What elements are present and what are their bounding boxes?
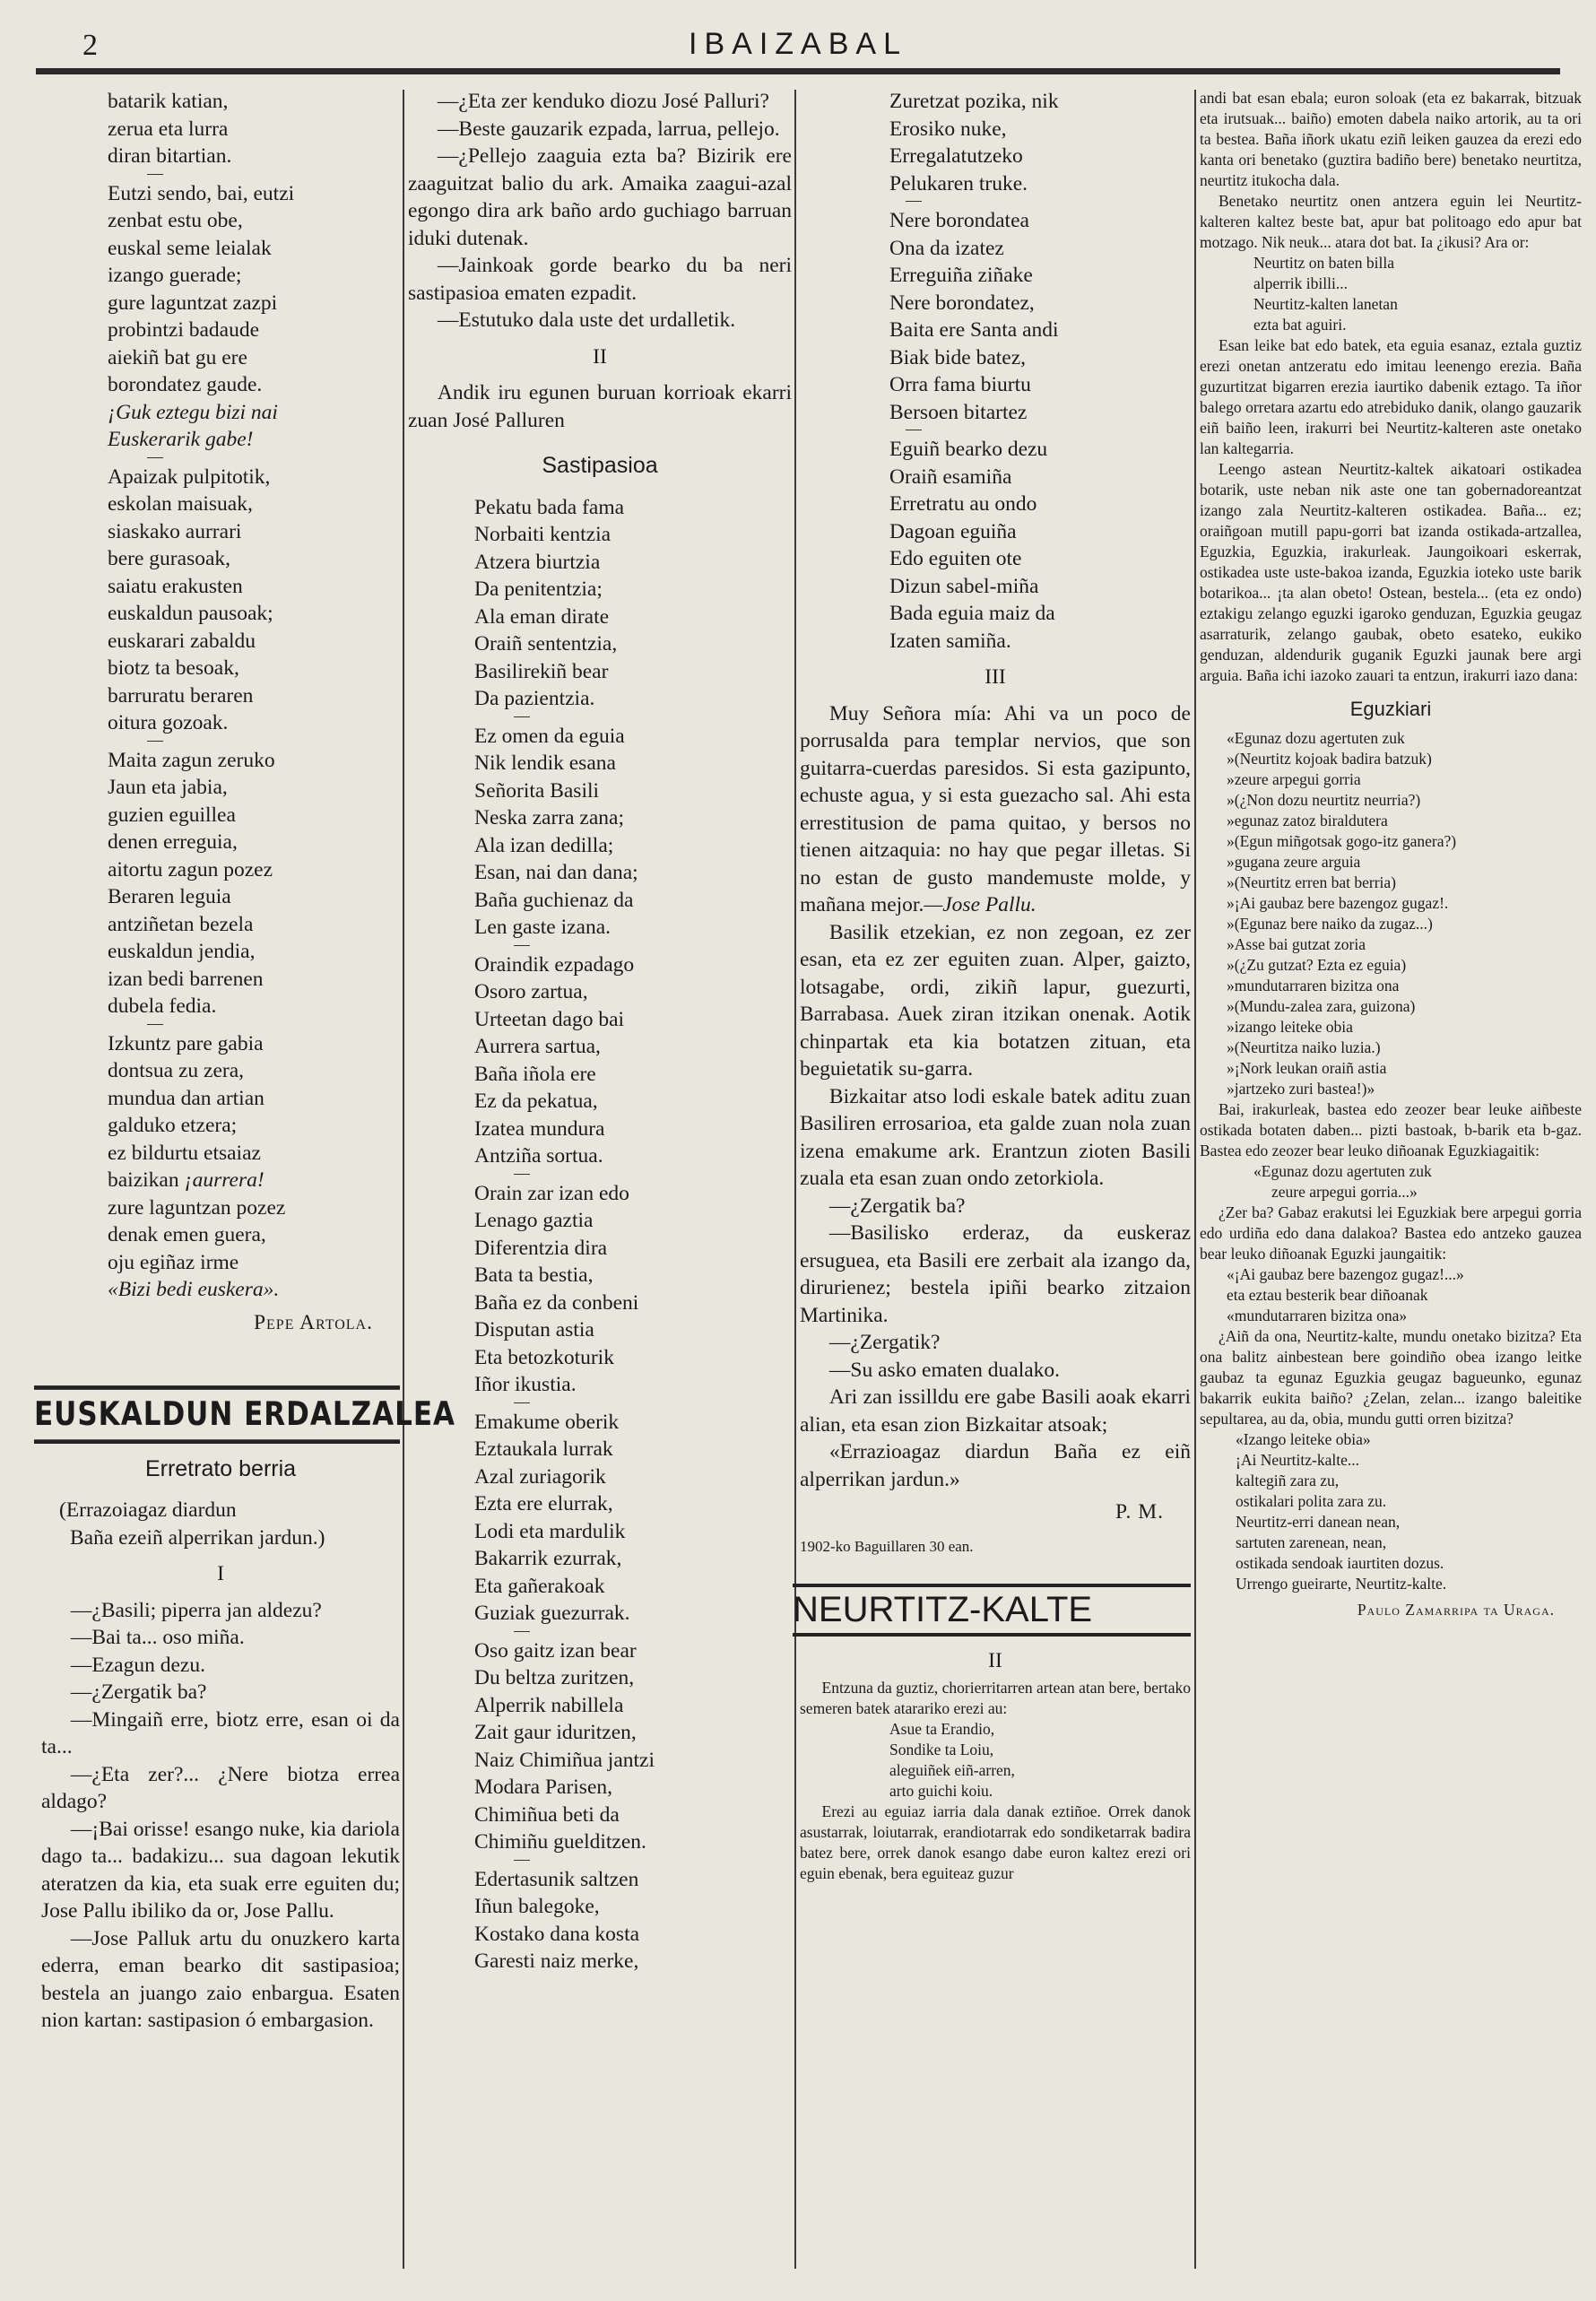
verse-line: zenbat estu obe, — [108, 209, 243, 232]
paragraph: ¿Aiñ da ona, Neurtitz-kalte, mundu onetako bizitza? Eta ona balitz ainbestean bere goindiño obea izango leitke gaubaz ta egunaz Eguzkia geugaz bagueunko, egunaz bakarrik eukita baiño? ¿Zelan, zelan... izango baleitike sepultarea, au da, obia, mundu gutti orren bizitza? — [1200, 1327, 1582, 1428]
verse-line: Edertasunik saltzen — [474, 1867, 639, 1891]
paragraph: —¿Pellejo zaaguia ezta ba? Bizirik ere zaaguitzat balio du ark. Amaika zaagui-azal egongo dira ark baño ardo guchiago barruan iduki dutenak. — [408, 144, 792, 250]
column-2 — [408, 88, 792, 2276]
poem-stanza — [889, 88, 1191, 197]
poem-title: Sastipasioa — [542, 453, 658, 478]
verse-line: Eutzi sendo, bai, eutzi — [108, 181, 295, 205]
verse-line: «¡Ai gaubaz bere bazengoz gugaz!...» — [1227, 1265, 1464, 1283]
paragraph: —¿Eta zer kenduko diozu José Palluri? — [437, 90, 769, 113]
verse-line: Pekatu bada fama — [474, 495, 625, 519]
verse-line: Bakarrik ezurrak, — [474, 1547, 622, 1570]
author-signature: Pepe Artola. — [253, 1310, 373, 1334]
quote — [1227, 1264, 1582, 1326]
verse-line: borondatez gaude. — [108, 373, 263, 396]
verse-line: Bada eguia maiz da — [889, 602, 1055, 625]
verse-line: Izkuntz pare gabia — [108, 1031, 264, 1055]
verse-line: »gugana zeure arguia — [1227, 853, 1361, 871]
paragraph: Entzuna da guztiz, chorierritarren artean atan bere, bertako semeren batek atarariko erezi au: — [800, 1679, 1192, 1717]
verse-line: Eguiñ bearko dezu — [889, 438, 1048, 461]
paragraph: —¿Zergatik ba? — [70, 1680, 207, 1704]
paragraph: —¿Basili; piperra jan aldezu? — [70, 1598, 322, 1622]
verse-line: bere gurasoak, — [108, 547, 231, 570]
verse-line: diran bitartian. — [108, 144, 232, 168]
verse-line: Izaten samiña. — [889, 629, 1011, 653]
paragraph: Benetako neurtitz onen antzera eguin lei Neurtitz-kalteren kaltez beste bat, apur bat politoago edo apur bat motzago. Nik neuk... atara dot bat. Ia ¿ikusi? Ara or: — [1200, 192, 1582, 251]
verse-line: guzien eguillea — [108, 803, 236, 827]
verse-line: zerua eta lurra — [108, 117, 229, 141]
paragraph: —¡Bai orisse! esango nuke, kia dariola dago ta... badakizu... sua dagoan lekutik ateratzen da kia, eta suak erre eguiten du; Jose Pallu ibiliko da or, Jose Pallu. — [41, 1817, 400, 1923]
verse-line: Iñun balegoke, — [474, 1895, 600, 1918]
verse-line: aleguiñek eiñ-arren, — [889, 1761, 1015, 1779]
poem-stanza — [474, 1409, 792, 1628]
verse-line: Ez da pekatua, — [474, 1090, 598, 1113]
verse-line: »mundutarraren bizitza ona — [1227, 977, 1400, 994]
paragraph: Andik iru egunen buruan korrioak ekarri zuan José Palluren — [408, 381, 792, 432]
stanza-separator — [147, 174, 163, 175]
paragraph: Bai, irakurleak, bastea edo zeozer bear leuke aiñbeste ostikada botaten daben... pizti bastoak, b-barik eta b-gaz. Bastea edo zeozer bear leuko diñoanak Eguzkiagaitik: — [1200, 1100, 1582, 1159]
section-banner: EUSKALDUN ERDALZALEA — [34, 1385, 400, 1443]
verse-line: «Egunaz dozu agertuten zuk — [1253, 1162, 1432, 1180]
verse-line: denen erreguia, — [108, 830, 238, 854]
verse-line: Biak bide batez, — [889, 345, 1027, 369]
verse-line: Orain zar izan edo — [474, 1181, 629, 1205]
stanza-separator — [147, 457, 163, 458]
verse-line: barruratu beraren — [108, 683, 254, 708]
verse-line: Basilirekiñ bear — [474, 659, 609, 683]
verse-line: »¡Nork leukan oraiñ astia — [1227, 1059, 1387, 1077]
verse-line: Iñor ikustia. — [474, 1373, 577, 1396]
section-number: I — [217, 1562, 224, 1585]
verse-line: Lenago gaztia — [474, 1209, 594, 1232]
poem-stanza — [474, 1866, 792, 1975]
verse-line: Beraren leguia — [108, 885, 231, 908]
poem-stanza — [889, 207, 1191, 426]
stanza-separator — [514, 1860, 530, 1861]
verse-line: Guziak guezurrak. — [474, 1602, 630, 1625]
verse-line: aitortu zagun pozez — [108, 857, 273, 881]
poem-stanza — [474, 1637, 792, 1856]
dateline: 1902-ko Baguillaren 30 ean. — [800, 1537, 974, 1555]
verse-line: »(Neurtitz kojoak badira batzuk) — [1227, 750, 1432, 768]
page-number: 2 — [82, 29, 98, 62]
verse-line: izan bedi barrenen — [108, 967, 264, 991]
poem-stanza — [474, 951, 792, 1170]
verse-line: ezta bat aguiri. — [1253, 316, 1347, 334]
verse-line: Erretratu au ondo — [889, 492, 1037, 516]
verse-line: Urteetan dago bai — [474, 1007, 625, 1031]
verse-line: »izango leiteke obia — [1227, 1018, 1353, 1036]
verse-line: Apaizak pulpitotik, — [108, 465, 271, 489]
verse-line: Dizun sabel-miña — [889, 574, 1039, 598]
verse-line: Oraiñ esamiña — [889, 465, 1012, 489]
verse-line: alperrik ibilli... — [1253, 274, 1348, 292]
poem-stanza — [474, 723, 792, 942]
verse-line: Maita zagun zeruko — [108, 748, 275, 772]
verse-line: ¡Ai Neurtitz-kalte... — [1236, 1451, 1360, 1469]
verse-line: Baña guchienaz da — [474, 888, 634, 912]
verse-line: »Asse bai gutzat zoria — [1227, 935, 1366, 953]
column-divider — [1194, 90, 1196, 2269]
paragraph: —¿Zergatik? — [828, 1331, 941, 1354]
paragraph: —Jainkoak gorde bearko du ba neri sastipasioa ematen ezpadit. — [408, 254, 792, 305]
paragraph: —Jose Palluk artu du onuzkero karta ederra, eman bearko dit sastipasioa; bestela an juango zaio enbargua. Esaten nion kartan: sastipasion ó embargasion. — [41, 1926, 400, 2032]
verse-line: aiekiñ bat gu ere — [108, 345, 247, 369]
paragraph: —Bai ta... oso miña. — [70, 1626, 245, 1649]
verse-line: «Izango leiteke obia» — [1236, 1430, 1371, 1448]
verse-line: Eztaukala lurrak — [474, 1437, 613, 1461]
verse-line: gure laguntzat zazpi — [108, 291, 278, 315]
verse-line: Alperrik nabillela — [474, 1693, 624, 1717]
poem-stanza — [108, 180, 400, 454]
verse-line: izango guerade; — [108, 264, 242, 287]
verse-line: Du beltza zuritzen, — [474, 1666, 635, 1689]
verse-line: denak emen guera, — [108, 1223, 266, 1246]
verse-line: Aurrera sartua, — [474, 1035, 601, 1058]
poem-stanza — [108, 747, 400, 1020]
verse-line: «mundutarraren bizitza ona» — [1227, 1307, 1408, 1324]
verse-line: »¡Ai gaubaz bere bazengoz gugaz!. — [1227, 894, 1449, 912]
paragraph: «Errazioagaz diardun Baña ez eiñ alperrikan jardun.» — [800, 1440, 1191, 1491]
paragraph: Leengo astean Neurtitz-kaltek aikatoari ostikadea botarik, uste neban nik aste one tan gobernadoreantzat izango zala Neurtitz-kalteren ostikadea. Baña... ez; oraiñgoan mutill papu-gorri bat izanda ostikada-artzallea, Eguzkia, Eguzkia, irakurleak. Jaungoikoari eskerrak, ostikadea uste uste-bakoa izanda, Eguzkia ioteko uste barik botarikoa... ¡ta alan obeto! Ostean, bestela... (eta ez ondo) eztakigu zelango eguzki igaroko genduzan, Eguzkia geugaz asarraturik, zelango gaubak, obeto esateko, eukiko genduzan, aldendurik guganik Eguzki jaunak bere argi arguia. Baña ichi iazoko zauari ta entzun, irakurri iazo dana: — [1200, 460, 1582, 684]
stanza-separator — [906, 201, 922, 202]
verse-line: siaskako aurrari — [108, 519, 242, 543]
verse-line: Ala izan dedilla; — [474, 833, 614, 857]
verse-line: Bersoen bitartez — [889, 400, 1028, 424]
verse-line: Naiz Chimiñua jantzi — [474, 1748, 655, 1772]
verse-line: eta eztau besterik bear diñoanak — [1227, 1286, 1428, 1304]
verse-line: Erreguiña ziñake — [889, 264, 1033, 287]
verse-line: »(Neurtitza naiko luzia.) — [1227, 1038, 1381, 1056]
verse-line: dubela fedia. — [108, 994, 217, 1018]
verse-line: euskal seme leialak — [108, 236, 272, 260]
paragraph: Esan leike bat edo batek, eta eguia esanaz, eztala guztiz erezi onetan antzeratu edo imitau leenengo erezia. Baña guzurtitzat bigarren erezia iaurtiko dabenik eztago. Ta iñor balego orretara azartu edo atrebiduko danik, olango gauzarik eiñ baiño leen, irakurri bei Neurtitz-kalteren aste onetako lan kaltegarria. — [1200, 336, 1582, 457]
section-banner: NEURTITZ-KALTE — [793, 1584, 1191, 1637]
verse-line: Osoro zartua, — [474, 980, 588, 1003]
verse-line: zure laguntzan pozez — [108, 1195, 286, 1220]
verse-line: Zuretzat pozika, nik — [889, 90, 1059, 113]
verse-line: batarik katian, — [108, 90, 229, 113]
verse-line: oitura gozoak. — [108, 711, 229, 734]
verse-line: Bata ta bestia, — [474, 1263, 594, 1287]
verse-line: Nere borondatea — [889, 209, 1029, 232]
verse-line: Ezta ere elurrak, — [474, 1492, 613, 1515]
verse-line: oju egiñaz irme — [108, 1250, 239, 1274]
verse-line: Atzera biurtzia — [474, 550, 601, 574]
column-divider — [403, 90, 404, 2269]
verse-line: Sondike ta Loiu, — [889, 1741, 994, 1758]
verse-line: Ez omen da eguia — [474, 724, 625, 748]
verse-line: Izatea mundura — [474, 1116, 605, 1141]
verse-line: Nere borondatez, — [889, 291, 1035, 315]
verse-line: Neurtitz-kalten lanetan — [1253, 295, 1398, 313]
verse-line: sartuten zarenean, nean, — [1236, 1533, 1387, 1551]
verse-line: ostikada sendoak iaurtiten dozus. — [1236, 1554, 1444, 1572]
poem-stanza — [889, 436, 1191, 655]
poem-body — [408, 494, 792, 1975]
verse-line: mundua dan artian — [108, 1086, 265, 1110]
verse-line: antziñetan bezela — [108, 912, 254, 936]
verse-line: Eta gañerakoak — [474, 1574, 605, 1598]
verse-line: Urrengo gueirarte, Neurtitz-kalte. — [1236, 1575, 1447, 1593]
paragraph: —Estutuko dala uste det urdalletik. — [437, 308, 736, 332]
paragraph: Erezi au eguiaz iarria dala danak eztiñoe. Orrek danok asustarrak, loiutarrak, erandiotarrak edo sondiketarrak badira batez bere, orrek danok esango dabe euron kaltez erezi ori eguin ebenak, bera eguiteaz guzur — [800, 1802, 1191, 1882]
paragraph: Basilik etzekian, ez non zegoan, ez zer esan, eta ez zer eguiten zuan. Alper, gaizto, lotsagabe, ordi, zikiñ lapur, guezurti, Barrabasa. Auek ziran itzikan onenak. Aotik chinpartak eta kia botatzen zituan, eta beguietatik su-garra. — [800, 920, 1191, 1081]
verse-line: Oraindik ezpadago — [474, 952, 635, 977]
verse-line: eskolan maisuak, — [108, 492, 253, 516]
verse-line: Neurtitz-erri danean nean, — [1236, 1513, 1401, 1531]
poem-stanza — [108, 464, 400, 737]
verse-line: Ona da izatez — [889, 236, 1004, 260]
poem-stanza — [889, 1719, 1191, 1802]
verse-line: »(Neurtitz erren bat berria) — [1227, 873, 1396, 891]
verse-line: ostikalari polita zara zu. — [1236, 1492, 1387, 1510]
column-4 — [1200, 88, 1582, 2276]
article-subtitle: Erretrato berria — [144, 1455, 297, 1481]
verse-line: Zait gaur iduritzen, — [474, 1721, 637, 1744]
verse-line: euskaldun jendia, — [108, 940, 256, 963]
verse-line: Orra fama biurtu — [889, 373, 1031, 396]
paragraph: —Mingaiñ erre, biotz erre, esan oi da ta... — [41, 1707, 400, 1758]
verse-line: ez bildurtu etsaiaz — [108, 1141, 261, 1165]
verse-line: Edo eguiten ote — [889, 547, 1022, 570]
verse-text-italic: ¡aurrera! — [184, 1168, 265, 1192]
verse-line: probintzi badaude — [108, 318, 260, 342]
verse-line: kaltegiñ zara zu, — [1236, 1472, 1340, 1489]
verse-line: Pelukaren truke. — [889, 171, 1028, 195]
poem-stanza — [474, 1180, 792, 1399]
stanza-separator — [147, 741, 163, 742]
verse-line: Nik lendik esana — [474, 751, 616, 775]
verse-line: Len gaste izana. — [474, 916, 612, 939]
verse-line: saiatu erakusten — [108, 574, 243, 598]
letter-signature: —Jose Pallu. — [924, 893, 1037, 916]
verse-line: Jaun eta jabia, — [108, 776, 228, 799]
section-number: II — [988, 1648, 1002, 1672]
verse-line: »zeure arpegui gorria — [1227, 770, 1361, 788]
letter-body: Muy Señora mía: Ahi va un poco de porrusalda para templar nervios, que son guitarra-cuerdas paresidos. Si esta gazipunto, echuste agua, y si esta guezacho sal. Ahi esta errestitusion de pama quitao, y bersos no tienen aitzaquia: no hay que pegar illetas. Si no estan de gusto mandemuste molde, y mañana mejor. — [800, 701, 1191, 916]
epigraph-line: (Errazoiagaz diardun — [59, 1498, 237, 1522]
epigraph-line: Baña ezeiñ alperrikan jardun.) — [70, 1525, 325, 1550]
poem-body — [800, 88, 1191, 655]
verse-line: »egunaz zatoz biraldutera — [1227, 812, 1388, 829]
paragraph: —Su asko ematen dualako. — [828, 1358, 1061, 1382]
paragraph: —¿Zergatik ba? — [828, 1194, 966, 1218]
stanza-separator — [147, 1024, 163, 1025]
verse-line: Señorita Basili — [474, 778, 600, 803]
poem-stanza — [108, 88, 400, 170]
verse-line: Eta betozkoturik — [474, 1345, 614, 1369]
verse-line: Antziña sortua. — [474, 1144, 603, 1168]
verse-line: Chimiñua beti da — [474, 1802, 620, 1827]
stanza-separator — [514, 716, 530, 717]
newspaper-name: IBAIZABAL — [689, 27, 907, 61]
author-signature: Paulo Zamarripa ta Uraga. — [1357, 1601, 1555, 1619]
verse-line: «Bizi bedi euskera». — [108, 1278, 280, 1301]
verse-line: Garesti naiz merke, — [474, 1949, 639, 1973]
verse-line: euskaldun pausoak; — [108, 602, 273, 625]
verse-line: Da pazientzia. — [474, 687, 595, 710]
verse-line: Diferentzia dira — [474, 1236, 608, 1260]
verse-line: Dagoan eguiña — [889, 519, 1017, 543]
quote — [1253, 1161, 1582, 1203]
verse-line: zeure arpegui gorria...» — [1271, 1183, 1418, 1201]
verse-line: dontsua zu zera, — [108, 1059, 245, 1082]
paragraph: —Beste gauzarik ezpada, larrua, pellejo. — [437, 117, 780, 141]
section-number: II — [593, 344, 607, 369]
stanza-separator — [514, 1402, 530, 1403]
verse-line: Oso gaitz izan bear — [474, 1638, 637, 1663]
paragraph: Bizkaitar atso lodi eskale batek aditu zuan Basiliren errosarioa, eta galde zuan nola zuan izena emakume ark. Erantzun zioten Basili zuala eta esan zuan ondo zetorkiola. — [800, 1084, 1191, 1190]
verse-line: biotz ta besoak, — [108, 656, 239, 680]
verse-line: »(¿Zu gutzat? Ezta ez eguia) — [1227, 956, 1407, 974]
epigraph — [59, 1497, 400, 1551]
verse-line: Da penitentzia; — [474, 577, 603, 601]
poem-stanza — [474, 494, 792, 713]
verse-line: »(¿Non dozu neurtitz neurria?) — [1227, 791, 1421, 809]
verse-line: Asue ta Erandio, — [889, 1720, 995, 1738]
verse-line: Baña ez da conbeni — [474, 1290, 639, 1315]
verse-line: »(Mundu-zalea zara, guizona) — [1227, 997, 1416, 1015]
verse-line: »(Egun miñgotsak gogo-itz ganera?) — [1227, 832, 1457, 850]
verse-line: arto guichi koiu. — [889, 1782, 993, 1800]
stanza-separator — [514, 1631, 530, 1632]
verse-line: Modara Parisen, — [474, 1776, 613, 1799]
paragraph: —Basilisko erderaz, da euskeraz ersuguea, eta Basili ere zerbait ala izango da, dirurienez; bestela ipiñi bearko zitzaion Martinika. — [800, 1221, 1191, 1327]
paragraph: andi bat esan ebala; euron soloak (eta ez bakarrak, bitzuak eta irutsuak... baiño) emoten dabela naiko artorik, au ta ori ta bestea. Baña iñork ukatu eziñ leiken gauzea da erezi edo kanta ori benetako (guztira badiño bere) benetako neurtitza, neurtitz itukocha dala. — [1200, 89, 1582, 189]
poem-stanza — [1253, 253, 1582, 335]
verse-line: euskarari zabaldu — [108, 629, 256, 653]
verse-line: Euskerarik gabe! — [108, 428, 254, 451]
letter-text — [800, 700, 1191, 919]
verse-line: Neska zarra zana; — [474, 806, 624, 829]
quote — [1236, 1429, 1582, 1594]
verse-line: Ala eman dirate — [474, 604, 610, 629]
verse-text: baizikan — [108, 1168, 185, 1192]
verse-line: Oraiñ sententzia, — [474, 632, 618, 656]
poem-stanza — [1227, 728, 1582, 1099]
verse-line: Erregalatutzeko — [889, 144, 1023, 168]
verse-line: Baita ere Santa andi — [889, 318, 1059, 342]
header-rule — [36, 68, 1560, 74]
verse-line: «Egunaz dozu agertuten zuk — [1227, 729, 1405, 747]
verse-line: Emakume oberik — [474, 1410, 620, 1434]
poem-title: Eguzkiari — [1349, 698, 1432, 720]
author-signature: P. M. — [1115, 1500, 1164, 1524]
verse-line: Kostako dana kosta — [474, 1922, 640, 1946]
verse-line: Erosiko nuke, — [889, 117, 1007, 141]
column-1 — [34, 88, 455, 2276]
paragraph: ¿Zer ba? Gabaz erakutsi lei Eguzkiak bere arpegui gorria edo urdiña edo dana dalakoa? Bastea edo antzeko gauzea bear leuko diñoanak Eguzki jaungaitik: — [1200, 1203, 1582, 1263]
verse-line: Norbaiti kentzia — [474, 523, 612, 546]
column-divider — [794, 90, 796, 2269]
verse-line: Baña iñola ere — [474, 1062, 596, 1086]
verse-line: Neurtitz on baten billa — [1253, 254, 1394, 272]
paragraph: —Ezagun dezu. — [70, 1653, 205, 1677]
paragraph: —¿Eta zer?... ¿Nere biotza errea aldago? — [41, 1762, 400, 1813]
verse-line: Lodi eta mardulik — [474, 1519, 626, 1543]
page-header — [36, 16, 1560, 79]
stanza-separator — [514, 945, 530, 946]
paragraph: Ari zan issilldu ere gabe Basili aoak ekarri alian, eta esan zion Bizkaitar atsoak; — [800, 1385, 1191, 1437]
stanza-separator — [514, 1174, 530, 1175]
verse-line: »(Egunaz bere naiko da zugaz...) — [1227, 915, 1433, 933]
section-number: III — [984, 665, 1006, 689]
verse-line: »jartzeko zuri bastea!)» — [1227, 1080, 1375, 1098]
verse-line: galduko etzera; — [108, 1114, 238, 1137]
verse-line: Azal zuriagorik — [474, 1464, 606, 1489]
verse-line: Chimiñu guelditzen. — [474, 1830, 646, 1854]
poem-stanza — [108, 1030, 400, 1304]
verse-line: Disputan astia — [474, 1318, 594, 1342]
column-3 — [793, 88, 1192, 2276]
verse-line: ¡Guk eztegu bizi nai — [108, 400, 278, 424]
verse-line: Esan, nai dan dana; — [474, 861, 638, 884]
verse-line — [108, 1167, 400, 1194]
